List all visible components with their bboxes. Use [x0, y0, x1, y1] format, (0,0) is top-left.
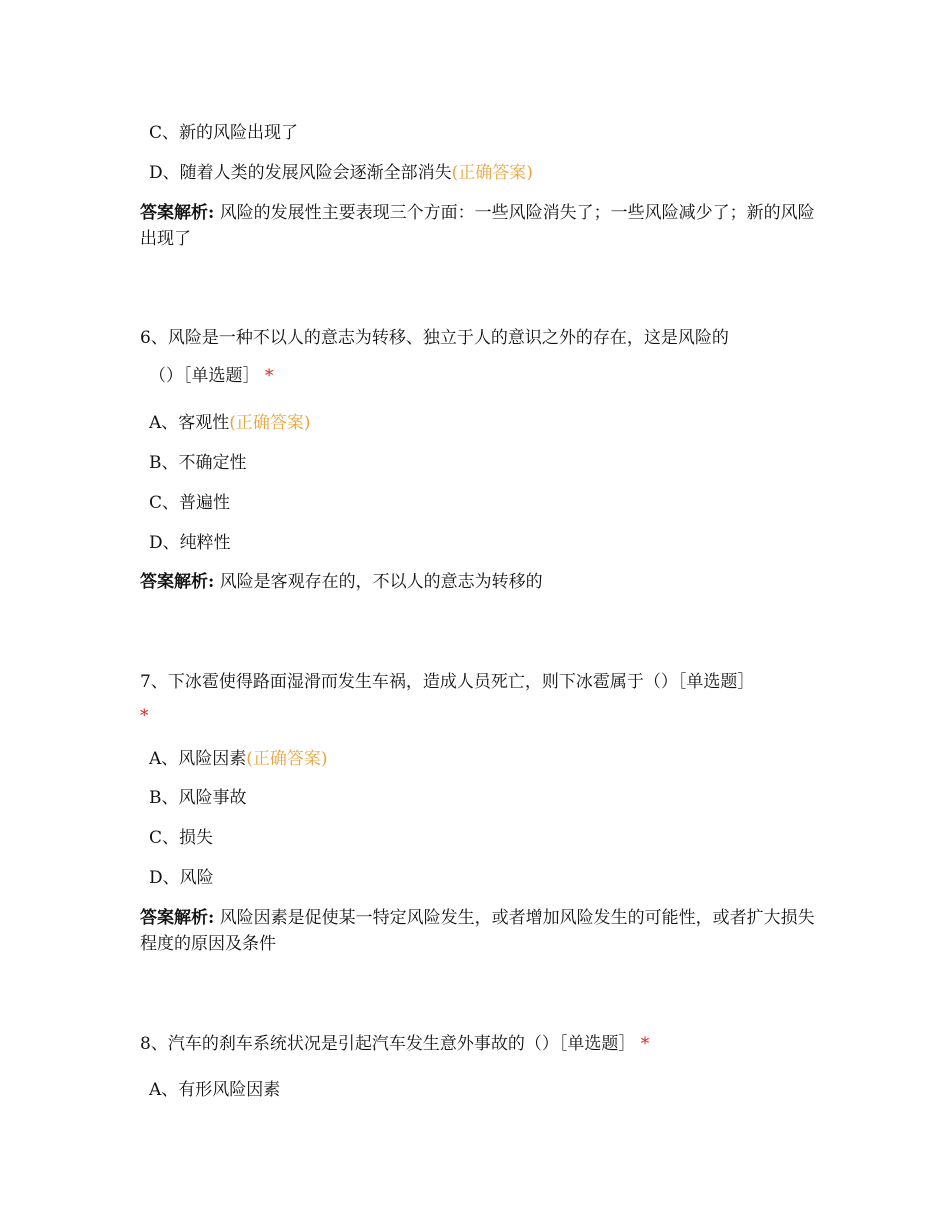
option-a	[149, 1079, 280, 1101]
option-text: D、风险	[149, 868, 214, 888]
answer-analysis	[140, 200, 820, 252]
question-7-title	[140, 671, 754, 693]
analysis-text: 风险的发展性主要表现三个方面：一些风险消失了；一些风险减少了；新的风险出现了	[140, 203, 815, 249]
question-text: 8、汽车的刹车系统状况是引起汽车发生意外事故的（）［单选题］	[140, 1034, 636, 1054]
option-text: D、随着人类的发展风险会逐渐全部消失	[149, 163, 452, 183]
question-6-title-cont	[149, 365, 273, 387]
question-text: 7、下冰雹使得路面湿滑而发生车祸，造成人员死亡，则下冰雹属于（）［单选题］	[140, 672, 755, 692]
option-text: C、新的风险出现了	[149, 123, 299, 143]
required-mark: *	[640, 1034, 650, 1054]
option-c	[149, 827, 213, 849]
option-text: B、不确定性	[149, 453, 247, 473]
option-text: A、客观性	[149, 413, 230, 433]
question-6-title	[140, 327, 729, 349]
analysis-text: 风险是客观存在的，不以人的意志为转移的	[219, 572, 543, 592]
analysis-label: 答案解析:	[140, 572, 215, 592]
option-c	[149, 492, 230, 514]
option-c	[149, 122, 298, 144]
option-a	[149, 412, 311, 434]
option-d	[149, 867, 214, 889]
analysis-text: 风险因素是促使某一特定风险发生，或者增加风险发生的可能性，或者扩大损失程度的原因及条件	[140, 908, 815, 954]
option-b	[149, 787, 247, 809]
option-b	[149, 452, 247, 474]
option-text: C、损失	[149, 828, 214, 848]
correct-answer-tag: (正确答案)	[451, 163, 533, 183]
option-text: B、风险事故	[149, 788, 247, 808]
correct-answer-tag: (正确答案)	[229, 413, 311, 433]
required-mark: *	[140, 706, 149, 726]
answer-analysis	[140, 569, 820, 595]
question-8-title	[140, 1033, 649, 1055]
option-d	[149, 532, 231, 554]
option-text: D、纯粹性	[149, 533, 231, 553]
option-text: A、风险因素	[149, 749, 247, 769]
correct-answer-tag: (正确答案)	[246, 749, 328, 769]
question-text: （）［单选题］	[149, 366, 260, 386]
analysis-label: 答案解析:	[140, 908, 215, 928]
option-d	[149, 162, 533, 184]
option-a	[149, 748, 328, 770]
question-7-title-cont	[140, 705, 149, 727]
answer-analysis	[140, 905, 820, 957]
question-text: 6、风险是一种不以人的意志为转移、独立于人的意识之外的存在，这是风险的	[140, 328, 729, 348]
option-text: C、普遍性	[149, 493, 231, 513]
required-mark: *	[264, 366, 274, 386]
option-text: A、有形风险因素	[149, 1080, 281, 1100]
analysis-label: 答案解析:	[140, 203, 215, 223]
